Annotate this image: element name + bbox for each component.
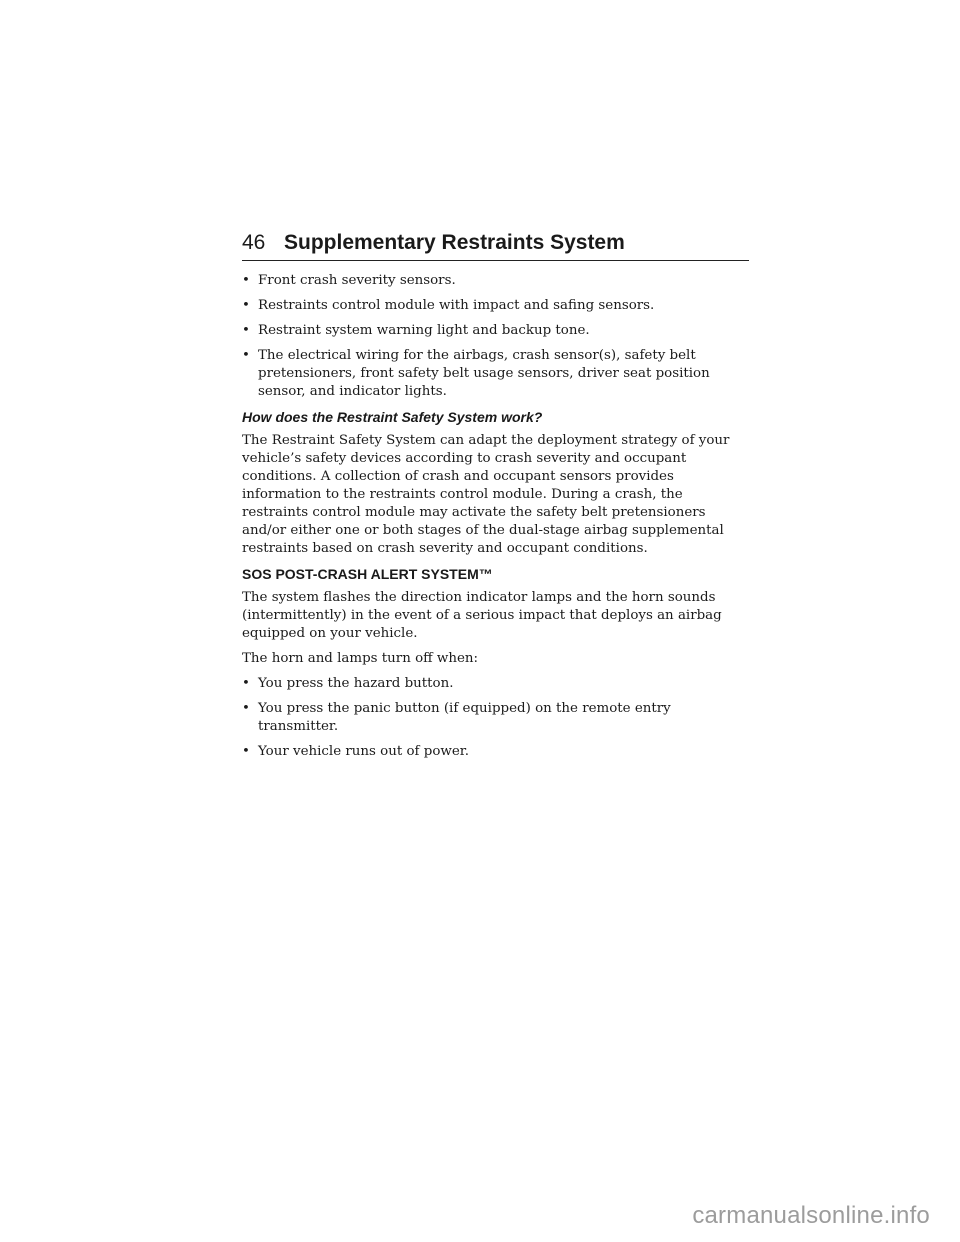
page-body (242, 272, 752, 768)
bullet-icon: • (242, 348, 250, 363)
section-heading: SOS POST-CRASH ALERT SYSTEM™ (242, 566, 493, 582)
list-item-text: Front crash severity sensors. (258, 273, 456, 288)
page-title: Supplementary Restraints System (284, 231, 625, 254)
watermark: carmanualsonline.info (692, 1202, 930, 1229)
list-item-text: Restraint system warning light and backup tone. (258, 323, 590, 338)
component-list (242, 272, 752, 401)
turn-off-conditions-list (242, 675, 752, 761)
list-item (242, 700, 752, 736)
paragraph: The horn and lamps turn off when: (242, 651, 479, 666)
page-number: 46 (242, 231, 266, 254)
list-item (242, 743, 752, 761)
paragraph: The Restraint Safety System can adapt the deployment strategy of your vehicle’s safety devices according to crash severity and occupant conditions. A collection of crash and occupant sensors provides information to the restraints control module. During a crash, the restraints control module may activate the safety belt pretensioners and/or either one or both stages of the dual-stage airbag supplemental restraints based on crash severity and occupant conditions. (242, 433, 730, 556)
bullet-icon: • (242, 273, 250, 288)
list-item (242, 272, 752, 290)
bullet-icon: • (242, 298, 250, 313)
page-header (242, 230, 749, 261)
list-item-text: You press the hazard button. (258, 676, 454, 691)
list-item-text: You press the panic button (if equipped) on the remote entry transmitter. (258, 701, 671, 734)
list-item-text: Restraints control module with impact and safing sensors. (258, 298, 655, 313)
list-item (242, 675, 752, 693)
list-item-text: Your vehicle runs out of power. (258, 744, 469, 759)
list-item (242, 347, 752, 401)
subheading: How does the Restraint Safety System work? (242, 409, 543, 425)
paragraph: The system flashes the direction indicator lamps and the horn sounds (intermittently) in the event of a serious impact that deploys an airbag equipped on your vehicle. (242, 590, 722, 641)
list-item (242, 297, 752, 315)
bullet-icon: • (242, 744, 250, 759)
list-item-text: The electrical wiring for the airbags, crash sensor(s), safety belt pretensioners, front safety belt usage sensors, driver seat position sensor, and indicator lights. (258, 348, 710, 399)
bullet-icon: • (242, 323, 250, 338)
list-item (242, 322, 752, 340)
bullet-icon: • (242, 676, 250, 691)
bullet-icon: • (242, 701, 250, 716)
